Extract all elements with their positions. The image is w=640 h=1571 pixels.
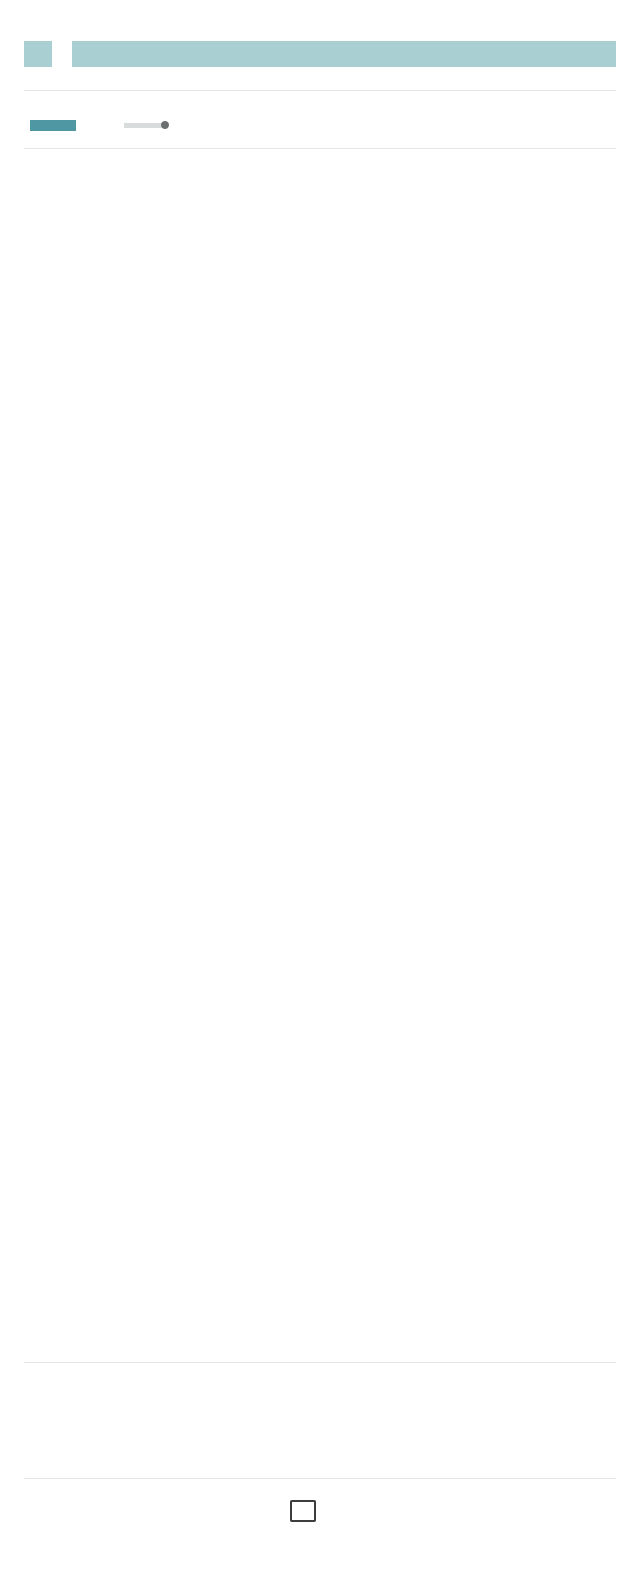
legend-swatch-growth (124, 121, 169, 129)
title-band-left (24, 41, 52, 67)
legend-line-growth (124, 123, 164, 128)
divider-brand (24, 1478, 616, 1479)
brand-logo (290, 1500, 322, 1522)
title-row (24, 36, 616, 72)
divider-footer (24, 1362, 616, 1363)
legend-dot-growth (161, 121, 169, 129)
bottom-axis-labels (24, 170, 616, 192)
chart-plot-area (24, 170, 616, 1320)
chart-legend (30, 108, 610, 142)
title-band-right (72, 41, 616, 67)
brand-footer (0, 1500, 640, 1522)
legend-swatch-sales (30, 120, 76, 131)
divider-top (24, 90, 616, 91)
newspaper-icon (290, 1500, 316, 1522)
divider-legend (24, 148, 616, 149)
